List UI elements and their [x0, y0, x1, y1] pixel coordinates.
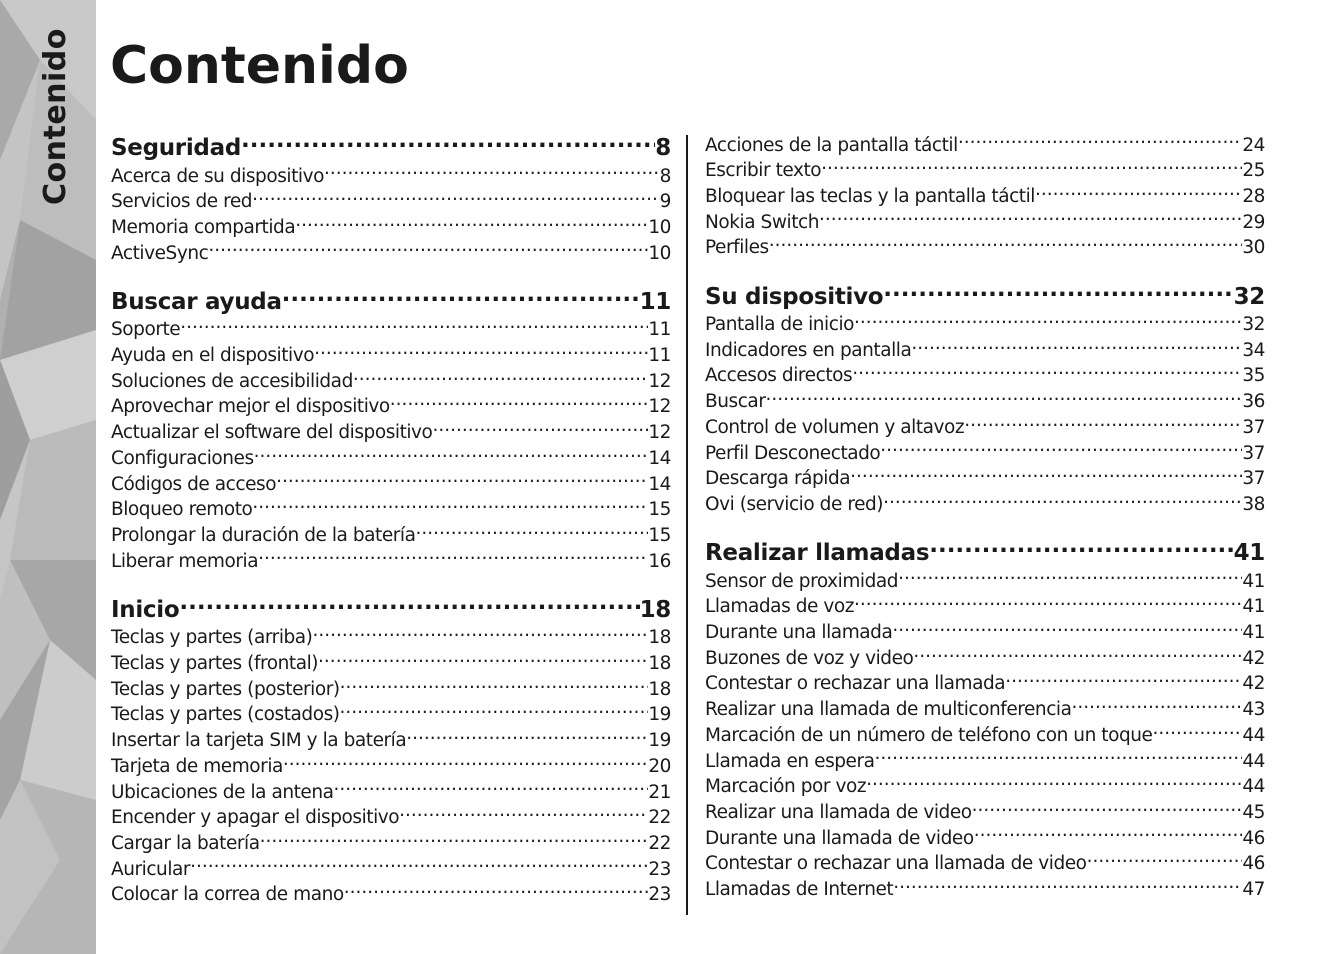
- sidebar-section-label: Contenido: [38, 28, 73, 205]
- toc-page-number: 19: [648, 730, 671, 752]
- toc-page-number: 11: [648, 319, 671, 341]
- toc-page-number: 24: [1242, 134, 1265, 156]
- toc-section: [111, 132, 671, 266]
- toc-entry-title: Escribir texto: [705, 160, 822, 182]
- toc-heading-title: Inicio: [111, 596, 180, 623]
- dot-leader: [883, 281, 1233, 304]
- dot-leader: [964, 414, 1242, 433]
- toc-page-number: 41: [1233, 540, 1265, 567]
- toc-entry-title: Accesos directos: [705, 365, 853, 387]
- toc-entry-title: Buzones de voz y video: [705, 647, 914, 669]
- dot-leader: [974, 825, 1243, 844]
- toc-page-number: 42: [1242, 673, 1265, 695]
- toc-entry-title: Sensor de proximidad: [705, 570, 899, 592]
- toc-entry[interactable]: [705, 414, 1265, 440]
- toc-page-number: 8: [659, 165, 671, 187]
- toc-entry-title: Liberar memoria: [111, 550, 259, 572]
- toc-entry-title: Acciones de la pantalla táctil: [705, 134, 958, 156]
- toc-right-column: [705, 132, 1265, 922]
- dot-leader: [399, 805, 648, 824]
- toc-page-number: 35: [1242, 365, 1265, 387]
- toc-entry[interactable]: [705, 440, 1265, 466]
- dot-leader: [254, 445, 649, 464]
- dot-leader: [241, 132, 655, 155]
- toc-entry[interactable]: [111, 163, 671, 189]
- toc-entry-title: Teclas y partes (posterior): [111, 678, 340, 700]
- toc-entry-title: Cargar la batería: [111, 832, 260, 854]
- dot-leader: [340, 702, 649, 721]
- toc-entry[interactable]: [111, 702, 671, 728]
- toc-page-number: 41: [1242, 622, 1265, 644]
- toc-page-number: 12: [648, 422, 671, 444]
- toc-entry[interactable]: [111, 343, 671, 369]
- dot-leader: [913, 645, 1242, 664]
- toc-section-heading[interactable]: [705, 537, 1265, 568]
- toc-entry-title: Realizar una llamada de video: [705, 801, 972, 823]
- toc-page-number: 36: [1242, 391, 1265, 413]
- toc-entry-title: Tarjeta de memoria: [111, 755, 283, 777]
- toc-entry[interactable]: [705, 620, 1265, 646]
- toc-entry[interactable]: [705, 877, 1265, 903]
- toc-page-number: 14: [648, 473, 671, 495]
- toc-section: [705, 281, 1265, 518]
- toc-entry-title: Marcación por voz: [705, 776, 867, 798]
- toc-page-number: 32: [1233, 283, 1265, 310]
- toc-section: [705, 132, 1265, 261]
- toc-entry[interactable]: [705, 825, 1265, 851]
- toc-entry[interactable]: [111, 240, 671, 266]
- toc-page-number: 23: [648, 858, 671, 880]
- toc-entry[interactable]: [111, 368, 671, 394]
- toc-entry[interactable]: [111, 625, 671, 651]
- toc-entry-title: Prolongar la duración de la batería: [111, 524, 416, 546]
- dot-leader: [821, 158, 1242, 177]
- dot-leader: [179, 594, 639, 617]
- dot-leader: [416, 522, 649, 541]
- toc-section-heading[interactable]: [111, 286, 671, 317]
- dot-leader: [850, 466, 1242, 485]
- toc-entry-title: Auricular: [111, 858, 191, 880]
- toc-entry-title: Ovi (servicio de red): [705, 493, 884, 515]
- toc-entry[interactable]: [111, 522, 671, 548]
- toc-heading-title: Su dispositivo: [705, 283, 884, 310]
- toc-entry[interactable]: [705, 235, 1265, 261]
- toc-entry-title: Colocar la correa de mano: [111, 884, 344, 906]
- toc-entry-title: Insertar la tarjeta SIM y la batería: [111, 730, 407, 752]
- toc-page-number: 19: [648, 704, 671, 726]
- dot-leader: [854, 312, 1242, 331]
- toc-section-heading[interactable]: [111, 594, 671, 625]
- toc-entry-title: Contestar o rechazar una llamada: [705, 673, 1006, 695]
- dot-leader: [1087, 851, 1243, 870]
- toc-entry[interactable]: [705, 363, 1265, 389]
- dot-leader: [880, 440, 1242, 459]
- toc-page-number: 11: [648, 345, 671, 367]
- toc-heading-title: Buscar ayuda: [111, 288, 282, 315]
- dot-leader: [1035, 183, 1242, 202]
- dot-leader: [334, 779, 649, 798]
- dot-leader: [260, 830, 649, 849]
- toc-page-number: 18: [639, 596, 671, 623]
- toc-entry[interactable]: [111, 445, 671, 471]
- toc-entry[interactable]: [705, 799, 1265, 825]
- toc-entry[interactable]: [111, 548, 671, 574]
- toc-page-number: 29: [1242, 211, 1265, 233]
- toc-page-number: 46: [1242, 853, 1265, 875]
- toc-entry-title: Nokia Switch: [705, 211, 819, 233]
- toc-page-number: 41: [1242, 596, 1265, 618]
- page-title: Contenido: [110, 36, 409, 96]
- toc-entry[interactable]: [705, 389, 1265, 415]
- toc-entry[interactable]: [111, 830, 671, 856]
- toc-heading-title: Seguridad: [111, 135, 241, 161]
- toc-page-number: 37: [1242, 468, 1265, 490]
- toc-entry[interactable]: [705, 645, 1265, 671]
- toc-entry[interactable]: [111, 394, 671, 420]
- toc-entry-title: Aprovechar mejor el dispositivo: [111, 396, 390, 418]
- toc-page-number: 37: [1242, 442, 1265, 464]
- toc-entry-title: Actualizar el software del dispositivo: [111, 422, 433, 444]
- toc-entry-title: Perfiles: [705, 237, 769, 259]
- toc-entry[interactable]: [111, 420, 671, 446]
- toc-entry[interactable]: [111, 856, 671, 882]
- toc-entry-title: Durante una llamada: [705, 622, 893, 644]
- toc-entry[interactable]: [111, 651, 671, 677]
- toc-entry-title: Llamadas de voz: [705, 596, 854, 618]
- dot-leader: [1072, 697, 1243, 716]
- toc-section-heading[interactable]: [705, 281, 1265, 312]
- dot-leader: [883, 491, 1242, 510]
- dot-leader: [432, 420, 648, 439]
- toc-page-number: 44: [1242, 776, 1265, 798]
- toc-page-number: 43: [1242, 699, 1265, 721]
- dot-leader: [252, 497, 648, 516]
- sidebar-decoration: [0, 0, 96, 954]
- toc-entry-title: Soporte: [111, 319, 181, 341]
- toc-page-number: 10: [648, 216, 671, 238]
- toc-entry-title: Acerca de su dispositivo: [111, 165, 324, 187]
- toc-entry-title: Teclas y partes (frontal): [111, 653, 319, 675]
- toc-entry[interactable]: [111, 497, 671, 523]
- toc-entry[interactable]: [111, 728, 671, 754]
- toc-entry[interactable]: [705, 722, 1265, 748]
- toc-page-number: 12: [648, 370, 671, 392]
- toc-entry-title: Indicadores en pantalla: [705, 339, 912, 361]
- toc-entry[interactable]: [111, 189, 671, 215]
- toc-entry-title: Descarga rápida: [705, 468, 851, 490]
- toc-page-number: 22: [648, 832, 671, 854]
- toc-page-number: 30: [1242, 237, 1265, 259]
- toc-entry[interactable]: [705, 132, 1265, 158]
- toc-page-number: 37: [1242, 416, 1265, 438]
- toc-page-number: 8: [655, 135, 671, 161]
- dot-leader: [911, 337, 1242, 356]
- toc-entry-title: Bloqueo remoto: [111, 499, 253, 521]
- dot-leader: [312, 625, 648, 644]
- dot-leader: [765, 389, 1242, 408]
- toc-section-heading[interactable]: [111, 132, 671, 163]
- toc-entry-title: Códigos de acceso: [111, 473, 277, 495]
- toc-page-number: 46: [1242, 827, 1265, 849]
- toc-page-number: 34: [1242, 339, 1265, 361]
- toc-page-number: 12: [648, 396, 671, 418]
- toc-page-number: 44: [1242, 724, 1265, 746]
- dot-leader: [866, 774, 1242, 793]
- toc-page-number: 45: [1242, 801, 1265, 823]
- toc-entry-title: Control de volumen y altavoz: [705, 416, 965, 438]
- toc-page-number: 20: [648, 755, 671, 777]
- toc-entry-title: Configuraciones: [111, 447, 254, 469]
- dot-leader: [972, 799, 1243, 818]
- dot-leader: [854, 594, 1242, 613]
- toc-entry[interactable]: [705, 183, 1265, 209]
- toc-section: [111, 594, 671, 908]
- toc-page-number: 42: [1242, 647, 1265, 669]
- toc-entry-title: Encender y apagar el dispositivo: [111, 807, 400, 829]
- toc-entry-title: Perfil Desconectado: [705, 442, 881, 464]
- toc-entry-title: Ayuda en el dispositivo: [111, 345, 315, 367]
- toc-page-number: 32: [1242, 314, 1265, 336]
- dot-leader: [819, 209, 1242, 228]
- toc-page-number: 9: [659, 191, 671, 213]
- toc-entry-title: Pantalla de inicio: [705, 314, 855, 336]
- toc-entry-title: Soluciones de accesibilidad: [111, 370, 353, 392]
- toc-entry[interactable]: [705, 594, 1265, 620]
- dot-leader: [340, 676, 649, 695]
- dot-leader: [282, 286, 640, 309]
- toc-entry[interactable]: [705, 466, 1265, 492]
- toc-page-number: 25: [1242, 160, 1265, 182]
- toc-entry[interactable]: [111, 676, 671, 702]
- dot-leader: [208, 240, 648, 259]
- toc-entry-title: Contestar o rechazar una llamada de video: [705, 853, 1087, 875]
- toc-entry-title: Realizar una llamada de multiconferencia: [705, 699, 1072, 721]
- toc-page-number: 15: [648, 499, 671, 521]
- dot-leader: [893, 877, 1242, 896]
- toc-entry[interactable]: [111, 805, 671, 831]
- toc-entry[interactable]: [705, 337, 1265, 363]
- toc-page-number: 47: [1242, 879, 1265, 901]
- toc-entry[interactable]: [705, 774, 1265, 800]
- toc-entry-title: Memoria compartida: [111, 216, 296, 238]
- dot-leader: [1005, 671, 1242, 690]
- dot-leader: [324, 163, 660, 182]
- toc-entry[interactable]: [705, 748, 1265, 774]
- toc-entry-title: Bloquear las teclas y la pantalla táctil: [705, 185, 1035, 207]
- toc-entry[interactable]: [705, 158, 1265, 184]
- toc-entry[interactable]: [111, 882, 671, 908]
- dot-leader: [283, 753, 648, 772]
- toc-entry[interactable]: [111, 214, 671, 240]
- dot-leader: [406, 728, 648, 747]
- toc-page-number: 14: [648, 447, 671, 469]
- toc-page-number: 41: [1242, 570, 1265, 592]
- toc-entry[interactable]: [111, 317, 671, 343]
- toc-entry[interactable]: [705, 851, 1265, 877]
- toc-entry[interactable]: [705, 491, 1265, 517]
- dot-leader: [929, 537, 1233, 560]
- toc-page-number: 18: [648, 653, 671, 675]
- dot-leader: [353, 368, 648, 387]
- toc-heading-title: Realizar llamadas: [705, 540, 930, 567]
- toc-entry[interactable]: [111, 471, 671, 497]
- dot-leader: [190, 856, 648, 875]
- toc-entry-title: Servicios de red: [111, 191, 253, 213]
- toc-left-column: [111, 132, 671, 928]
- toc-entry[interactable]: [111, 779, 671, 805]
- toc-page-number: 18: [648, 627, 671, 649]
- dot-leader: [892, 620, 1242, 639]
- dot-leader: [769, 235, 1243, 254]
- dot-leader: [1152, 722, 1242, 741]
- column-divider: [686, 135, 688, 915]
- toc-entry[interactable]: [705, 671, 1265, 697]
- dot-leader: [852, 363, 1242, 382]
- toc-entry[interactable]: [705, 209, 1265, 235]
- toc-page-number: 11: [639, 288, 671, 315]
- dot-leader: [180, 317, 648, 336]
- dot-leader: [252, 189, 660, 208]
- toc-entry-title: Llamada en espera: [705, 750, 875, 772]
- dot-leader: [314, 343, 648, 362]
- toc-page-number: 44: [1242, 750, 1265, 772]
- dot-leader: [318, 651, 648, 670]
- toc-page-number: 10: [648, 242, 671, 264]
- toc-section: [111, 286, 671, 574]
- toc-entry-title: Teclas y partes (costados): [111, 704, 340, 726]
- toc-page-number: 22: [648, 807, 671, 829]
- toc-entry[interactable]: [111, 753, 671, 779]
- dot-leader: [258, 548, 648, 567]
- toc-entry-title: Teclas y partes (arriba): [111, 627, 313, 649]
- toc-page-number: 15: [648, 524, 671, 546]
- toc-entry-title: Llamadas de Internet: [705, 879, 894, 901]
- toc-entry[interactable]: [705, 697, 1265, 723]
- dot-leader: [295, 214, 648, 233]
- dot-leader: [276, 471, 648, 490]
- toc-section: [705, 537, 1265, 902]
- dot-leader: [958, 132, 1243, 151]
- toc-entry-title: Marcación de un número de teléfono con un toque: [705, 724, 1153, 746]
- toc-entry[interactable]: [705, 568, 1265, 594]
- toc-page-number: 38: [1242, 493, 1265, 515]
- toc-page-number: 16: [648, 550, 671, 572]
- dot-leader: [390, 394, 649, 413]
- dot-leader: [875, 748, 1243, 767]
- dot-leader: [898, 568, 1242, 587]
- dot-leader: [344, 882, 649, 901]
- toc-entry-title: Buscar: [705, 391, 766, 413]
- toc-page-number: 21: [648, 781, 671, 803]
- toc-page-number: 28: [1242, 185, 1265, 207]
- toc-entry-title: Durante una llamada de video: [705, 827, 974, 849]
- toc-entry[interactable]: [705, 312, 1265, 338]
- toc-page-number: 23: [648, 884, 671, 906]
- toc-entry-title: ActiveSync: [111, 242, 209, 264]
- toc-entry-title: Ubicaciones de la antena: [111, 781, 334, 803]
- toc-page-number: 18: [648, 678, 671, 700]
